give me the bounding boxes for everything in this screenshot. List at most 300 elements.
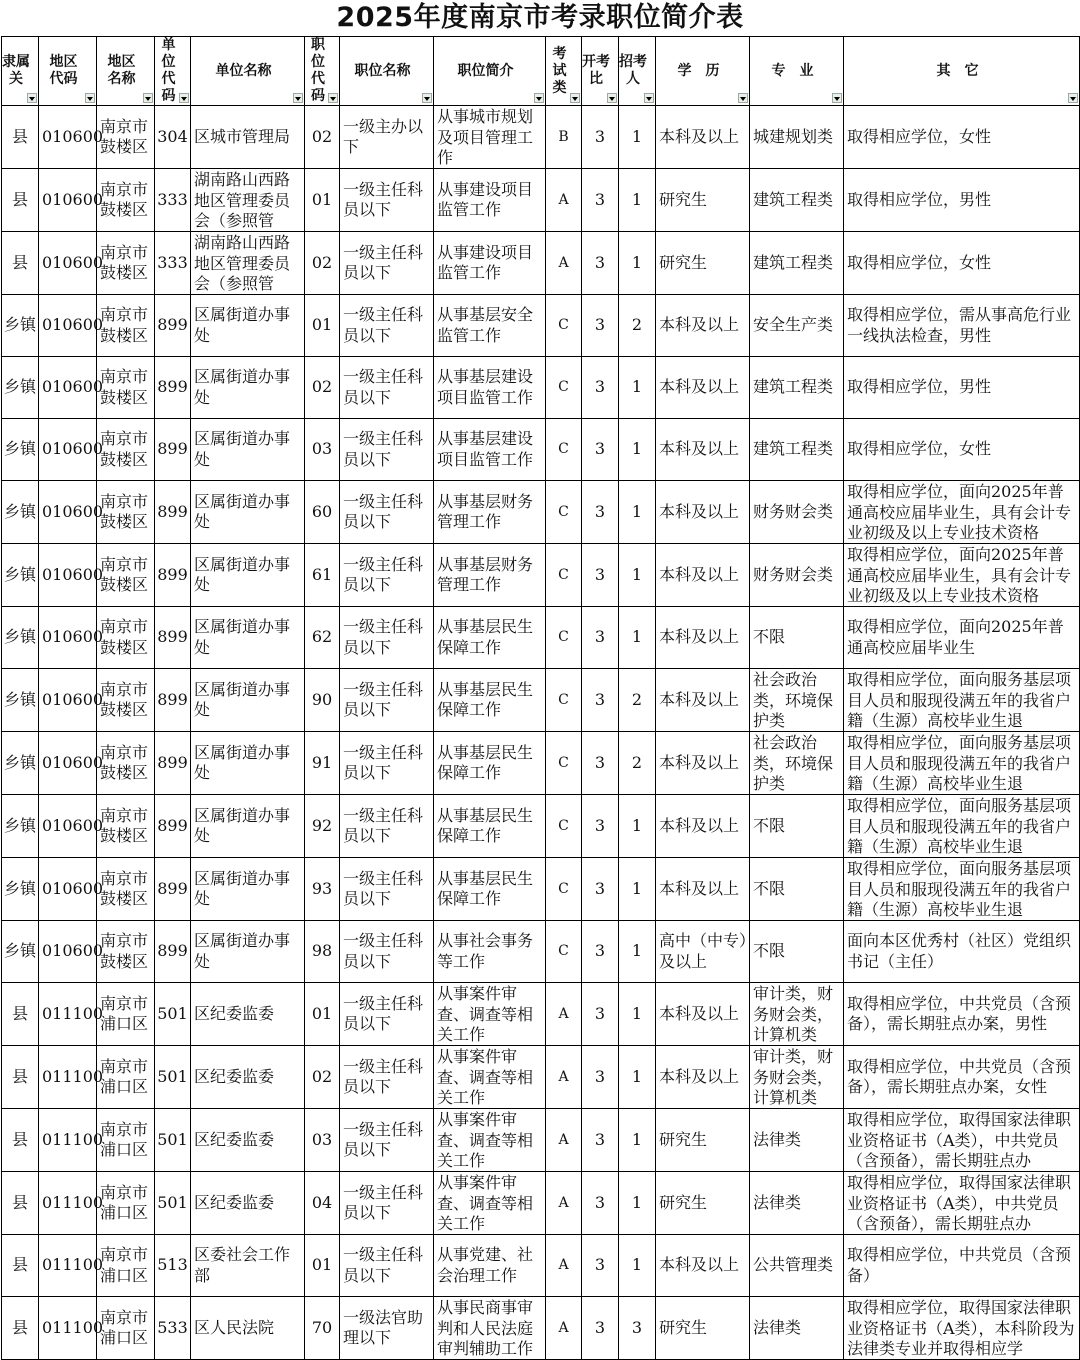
cell-region-name[interactable]: 南京市浦口区 (97, 1046, 155, 1109)
cell-exam-type[interactable]: C (546, 357, 582, 419)
table-row[interactable] (2, 1297, 1080, 1360)
cell-recruit-count[interactable]: 2 (619, 732, 656, 795)
cell-exam-ratio[interactable]: 3 (582, 732, 619, 795)
cell-other[interactable]: 取得相应学位，女性 (844, 106, 1080, 169)
cell-position-code[interactable]: 91 (305, 732, 340, 795)
cell-unit-code[interactable]: 899 (155, 419, 191, 481)
cell-position-code[interactable]: 92 (305, 795, 340, 858)
cell-exam-type[interactable]: C (546, 481, 582, 544)
cell-region-code[interactable]: 011100 (39, 1297, 97, 1360)
cell-position-code[interactable]: 01 (305, 983, 340, 1046)
cell-education[interactable]: 本科及以上 (656, 607, 750, 669)
cell-education[interactable]: 研究生 (656, 169, 750, 232)
cell-position-name[interactable]: 一级主任科员以下 (340, 795, 434, 858)
cell-major[interactable]: 建筑工程类 (750, 419, 844, 481)
cell-recruit-count[interactable]: 1 (619, 169, 656, 232)
cell-affiliation[interactable]: 县 (2, 1297, 39, 1360)
table-row[interactable] (2, 232, 1080, 295)
cell-exam-type[interactable]: A (546, 232, 582, 295)
cell-affiliation[interactable]: 乡镇 (2, 481, 39, 544)
cell-position-name[interactable]: 一级主任科员以下 (340, 669, 434, 732)
cell-region-code[interactable]: 010600 (39, 544, 97, 607)
cell-position-desc[interactable]: 从事民商事审判和人民法庭审判辅助工作 (434, 1297, 546, 1360)
cell-position-code[interactable]: 01 (305, 169, 340, 232)
cell-position-name[interactable]: 一级主任科员以下 (340, 544, 434, 607)
cell-unit-code[interactable]: 501 (155, 1109, 191, 1172)
cell-major[interactable]: 公共管理类 (750, 1235, 844, 1297)
cell-education[interactable]: 本科及以上 (656, 983, 750, 1046)
cell-exam-ratio[interactable]: 3 (582, 669, 619, 732)
table-row[interactable] (2, 1172, 1080, 1235)
cell-position-desc[interactable]: 从事基层民生保障工作 (434, 732, 546, 795)
cell-unit-code[interactable]: 899 (155, 858, 191, 921)
table-row[interactable] (2, 858, 1080, 921)
table-row[interactable] (2, 295, 1080, 357)
cell-position-name[interactable]: 一级主任科员以下 (340, 357, 434, 419)
cell-unit-name[interactable]: 区属街道办事处 (191, 419, 305, 481)
table-row[interactable] (2, 357, 1080, 419)
cell-unit-name[interactable]: 湖南路山西路地区管理委员会（参照管 (191, 232, 305, 295)
filter-dropdown-icon[interactable] (27, 93, 37, 103)
cell-education[interactable]: 本科及以上 (656, 481, 750, 544)
cell-other[interactable]: 取得相应学位，中共党员（含预备） (844, 1235, 1080, 1297)
cell-position-code[interactable]: 02 (305, 357, 340, 419)
filter-dropdown-icon[interactable] (607, 93, 617, 103)
cell-major[interactable]: 建筑工程类 (750, 357, 844, 419)
cell-unit-name[interactable]: 区纪委监委 (191, 1109, 305, 1172)
cell-exam-ratio[interactable]: 3 (582, 983, 619, 1046)
cell-other[interactable]: 取得相应学位，取得国家法律职业资格证书（A类），中共党员（含预备），需长期驻点办 (844, 1172, 1080, 1235)
cell-exam-type[interactable]: A (546, 1297, 582, 1360)
cell-position-desc[interactable]: 从事建设项目监管工作 (434, 232, 546, 295)
cell-affiliation[interactable]: 乡镇 (2, 732, 39, 795)
cell-exam-type[interactable]: C (546, 295, 582, 357)
cell-unit-code[interactable]: 533 (155, 1297, 191, 1360)
cell-education[interactable]: 本科及以上 (656, 295, 750, 357)
cell-exam-type[interactable]: C (546, 858, 582, 921)
cell-exam-type[interactable]: A (546, 1109, 582, 1172)
cell-region-code[interactable]: 010600 (39, 669, 97, 732)
cell-major[interactable]: 建筑工程类 (750, 232, 844, 295)
cell-position-name[interactable]: 一级主任科员以下 (340, 169, 434, 232)
cell-education[interactable]: 本科及以上 (656, 858, 750, 921)
cell-recruit-count[interactable]: 1 (619, 1046, 656, 1109)
cell-exam-ratio[interactable]: 3 (582, 858, 619, 921)
cell-major[interactable]: 不限 (750, 921, 844, 983)
cell-position-code[interactable]: 04 (305, 1172, 340, 1235)
cell-unit-name[interactable]: 区纪委监委 (191, 983, 305, 1046)
cell-region-code[interactable]: 010600 (39, 169, 97, 232)
cell-unit-code[interactable]: 899 (155, 295, 191, 357)
filter-dropdown-icon[interactable] (328, 93, 338, 103)
cell-education[interactable]: 研究生 (656, 1297, 750, 1360)
cell-recruit-count[interactable]: 1 (619, 232, 656, 295)
cell-position-code[interactable]: 02 (305, 106, 340, 169)
cell-exam-ratio[interactable]: 3 (582, 1109, 619, 1172)
cell-exam-ratio[interactable]: 3 (582, 1172, 619, 1235)
cell-major[interactable]: 不限 (750, 607, 844, 669)
table-row[interactable] (2, 1235, 1080, 1297)
cell-region-code[interactable]: 010600 (39, 481, 97, 544)
filter-dropdown-icon[interactable] (422, 93, 432, 103)
cell-position-desc[interactable]: 从事基层民生保障工作 (434, 669, 546, 732)
cell-position-name[interactable]: 一级主任科员以下 (340, 1235, 434, 1297)
cell-other[interactable]: 取得相应学位，面向服务基层项目人员和服现役满五年的我省户籍（生源）高校毕业生退 (844, 669, 1080, 732)
cell-unit-code[interactable]: 899 (155, 795, 191, 858)
cell-other[interactable]: 取得相应学位，中共党员（含预备），需长期驻点办案，男性 (844, 983, 1080, 1046)
cell-region-code[interactable]: 010600 (39, 419, 97, 481)
table-row[interactable] (2, 544, 1080, 607)
cell-other[interactable]: 取得相应学位，男性 (844, 169, 1080, 232)
cell-unit-code[interactable]: 333 (155, 169, 191, 232)
cell-position-desc[interactable]: 从事案件审查、调查等相关工作 (434, 1046, 546, 1109)
cell-position-desc[interactable]: 从事基层建设项目监管工作 (434, 419, 546, 481)
cell-exam-ratio[interactable]: 3 (582, 481, 619, 544)
cell-unit-name[interactable]: 区属街道办事处 (191, 481, 305, 544)
cell-major[interactable]: 法律类 (750, 1297, 844, 1360)
cell-unit-code[interactable]: 899 (155, 669, 191, 732)
cell-other[interactable]: 取得相应学位，面向2025年普通高校应届毕业生，具有会计专业初级及以上专业技术资格 (844, 544, 1080, 607)
cell-affiliation[interactable]: 乡镇 (2, 921, 39, 983)
cell-region-name[interactable]: 南京市浦口区 (97, 983, 155, 1046)
cell-position-code[interactable]: 03 (305, 1109, 340, 1172)
cell-other[interactable]: 取得相应学位，面向服务基层项目人员和服现役满五年的我省户籍（生源）高校毕业生退 (844, 732, 1080, 795)
cell-position-desc[interactable]: 从事城市规划及项目管理工作 (434, 106, 546, 169)
cell-position-name[interactable]: 一级主任科员以下 (340, 1109, 434, 1172)
cell-recruit-count[interactable]: 3 (619, 1297, 656, 1360)
cell-education[interactable]: 研究生 (656, 232, 750, 295)
cell-region-name[interactable]: 南京市鼓楼区 (97, 544, 155, 607)
cell-region-name[interactable]: 南京市鼓楼区 (97, 357, 155, 419)
cell-exam-ratio[interactable]: 3 (582, 419, 619, 481)
cell-region-code[interactable]: 011100 (39, 1109, 97, 1172)
cell-unit-code[interactable]: 899 (155, 921, 191, 983)
cell-region-code[interactable]: 010600 (39, 858, 97, 921)
cell-position-name[interactable]: 一级主任科员以下 (340, 921, 434, 983)
cell-unit-code[interactable]: 501 (155, 1172, 191, 1235)
cell-region-name[interactable]: 南京市鼓楼区 (97, 795, 155, 858)
cell-recruit-count[interactable]: 1 (619, 795, 656, 858)
cell-affiliation[interactable]: 县 (2, 232, 39, 295)
cell-education[interactable]: 本科及以上 (656, 1235, 750, 1297)
cell-position-name[interactable]: 一级主任科员以下 (340, 607, 434, 669)
cell-region-name[interactable]: 南京市鼓楼区 (97, 106, 155, 169)
cell-exam-type[interactable]: A (546, 983, 582, 1046)
cell-region-name[interactable]: 南京市鼓楼区 (97, 921, 155, 983)
cell-other[interactable]: 取得相应学位，需从事高危行业一线执法检查，男性 (844, 295, 1080, 357)
cell-major[interactable]: 安全生产类 (750, 295, 844, 357)
cell-position-desc[interactable]: 从事基层安全监管工作 (434, 295, 546, 357)
cell-other[interactable]: 取得相应学位，女性 (844, 232, 1080, 295)
cell-affiliation[interactable]: 乡镇 (2, 357, 39, 419)
cell-other[interactable]: 取得相应学位，取得国家法律职业资格证书（A类），本科阶段为法律类专业并取得相应学 (844, 1297, 1080, 1360)
cell-exam-type[interactable]: A (546, 1046, 582, 1109)
filter-dropdown-icon[interactable] (1068, 93, 1078, 103)
cell-exam-ratio[interactable]: 3 (582, 169, 619, 232)
cell-education[interactable]: 本科及以上 (656, 357, 750, 419)
cell-region-code[interactable]: 011100 (39, 1235, 97, 1297)
cell-major[interactable]: 建筑工程类 (750, 169, 844, 232)
cell-position-code[interactable]: 01 (305, 295, 340, 357)
cell-affiliation[interactable]: 县 (2, 1109, 39, 1172)
cell-position-code[interactable]: 90 (305, 669, 340, 732)
cell-unit-name[interactable]: 区属街道办事处 (191, 607, 305, 669)
cell-recruit-count[interactable]: 1 (619, 481, 656, 544)
cell-unit-code[interactable]: 899 (155, 607, 191, 669)
cell-unit-code[interactable]: 513 (155, 1235, 191, 1297)
cell-position-name[interactable]: 一级主任科员以下 (340, 1172, 434, 1235)
cell-affiliation[interactable]: 乡镇 (2, 669, 39, 732)
cell-region-code[interactable]: 010600 (39, 921, 97, 983)
cell-major[interactable]: 城建规划类 (750, 106, 844, 169)
cell-position-desc[interactable]: 从事基层财务管理工作 (434, 544, 546, 607)
cell-education[interactable]: 研究生 (656, 1109, 750, 1172)
cell-position-code[interactable]: 93 (305, 858, 340, 921)
cell-recruit-count[interactable]: 1 (619, 1235, 656, 1297)
cell-major[interactable]: 法律类 (750, 1109, 844, 1172)
cell-other[interactable]: 取得相应学位，取得国家法律职业资格证书（A类），中共党员（含预备），需长期驻点办 (844, 1109, 1080, 1172)
cell-affiliation[interactable]: 县 (2, 983, 39, 1046)
table-row[interactable] (2, 983, 1080, 1046)
cell-unit-name[interactable]: 区纪委监委 (191, 1046, 305, 1109)
cell-region-name[interactable]: 南京市鼓楼区 (97, 732, 155, 795)
cell-region-name[interactable]: 南京市鼓楼区 (97, 607, 155, 669)
filter-dropdown-icon[interactable] (179, 93, 189, 103)
cell-affiliation[interactable]: 县 (2, 1046, 39, 1109)
cell-unit-name[interactable]: 区属街道办事处 (191, 295, 305, 357)
cell-unit-code[interactable]: 333 (155, 232, 191, 295)
cell-region-code[interactable]: 011100 (39, 1046, 97, 1109)
cell-major[interactable]: 财务财会类 (750, 544, 844, 607)
cell-position-name[interactable]: 一级主任科员以下 (340, 232, 434, 295)
cell-recruit-count[interactable]: 1 (619, 1172, 656, 1235)
cell-exam-ratio[interactable]: 3 (582, 921, 619, 983)
filter-dropdown-icon[interactable] (293, 93, 303, 103)
cell-position-desc[interactable]: 从事基层民生保障工作 (434, 607, 546, 669)
cell-position-desc[interactable]: 从事基层民生保障工作 (434, 858, 546, 921)
cell-recruit-count[interactable]: 1 (619, 858, 656, 921)
cell-position-code[interactable]: 62 (305, 607, 340, 669)
cell-affiliation[interactable]: 县 (2, 1235, 39, 1297)
cell-exam-ratio[interactable]: 3 (582, 295, 619, 357)
cell-major[interactable]: 不限 (750, 858, 844, 921)
cell-region-name[interactable]: 南京市浦口区 (97, 1235, 155, 1297)
cell-region-code[interactable]: 010600 (39, 795, 97, 858)
cell-other[interactable]: 取得相应学位，男性 (844, 357, 1080, 419)
cell-position-desc[interactable]: 从事案件审查、调查等相关工作 (434, 983, 546, 1046)
cell-region-name[interactable]: 南京市鼓楼区 (97, 295, 155, 357)
cell-position-name[interactable]: 一级主办以下 (340, 106, 434, 169)
cell-region-code[interactable]: 011100 (39, 1172, 97, 1235)
cell-recruit-count[interactable]: 1 (619, 1109, 656, 1172)
filter-dropdown-icon[interactable] (644, 93, 654, 103)
cell-exam-type[interactable]: B (546, 106, 582, 169)
cell-exam-type[interactable]: C (546, 921, 582, 983)
cell-education[interactable]: 研究生 (656, 1172, 750, 1235)
cell-position-name[interactable]: 一级主任科员以下 (340, 983, 434, 1046)
cell-recruit-count[interactable]: 1 (619, 357, 656, 419)
cell-unit-name[interactable]: 区纪委监委 (191, 1172, 305, 1235)
cell-affiliation[interactable]: 县 (2, 169, 39, 232)
cell-position-desc[interactable]: 从事案件审查、调查等相关工作 (434, 1109, 546, 1172)
table-row[interactable] (2, 1046, 1080, 1109)
cell-position-code[interactable]: 02 (305, 232, 340, 295)
cell-region-code[interactable]: 010600 (39, 232, 97, 295)
cell-position-code[interactable]: 61 (305, 544, 340, 607)
cell-recruit-count[interactable]: 1 (619, 544, 656, 607)
cell-unit-name[interactable]: 区属街道办事处 (191, 544, 305, 607)
cell-region-name[interactable]: 南京市鼓楼区 (97, 169, 155, 232)
cell-recruit-count[interactable]: 1 (619, 419, 656, 481)
cell-major[interactable]: 社会政治类，环境保护类 (750, 669, 844, 732)
cell-affiliation[interactable]: 县 (2, 106, 39, 169)
cell-education[interactable]: 本科及以上 (656, 544, 750, 607)
cell-exam-type[interactable]: A (546, 169, 582, 232)
cell-unit-code[interactable]: 501 (155, 983, 191, 1046)
cell-exam-type[interactable]: C (546, 607, 582, 669)
cell-major[interactable]: 不限 (750, 795, 844, 858)
cell-recruit-count[interactable]: 2 (619, 295, 656, 357)
cell-education[interactable]: 本科及以上 (656, 106, 750, 169)
cell-unit-code[interactable]: 899 (155, 544, 191, 607)
cell-position-name[interactable]: 一级主任科员以下 (340, 732, 434, 795)
cell-position-code[interactable]: 98 (305, 921, 340, 983)
cell-other[interactable]: 取得相应学位，面向2025年普通高校应届毕业生 (844, 607, 1080, 669)
filter-dropdown-icon[interactable] (570, 93, 580, 103)
cell-affiliation[interactable]: 县 (2, 1172, 39, 1235)
cell-position-desc[interactable]: 从事党建、社会治理工作 (434, 1235, 546, 1297)
cell-affiliation[interactable]: 乡镇 (2, 858, 39, 921)
cell-position-name[interactable]: 一级主任科员以下 (340, 481, 434, 544)
cell-education[interactable]: 本科及以上 (656, 732, 750, 795)
cell-unit-code[interactable]: 899 (155, 357, 191, 419)
cell-unit-name[interactable]: 区属街道办事处 (191, 357, 305, 419)
cell-exam-ratio[interactable]: 3 (582, 1235, 619, 1297)
cell-affiliation[interactable]: 乡镇 (2, 295, 39, 357)
cell-position-code[interactable]: 70 (305, 1297, 340, 1360)
cell-position-desc[interactable]: 从事建设项目监管工作 (434, 169, 546, 232)
cell-exam-ratio[interactable]: 3 (582, 357, 619, 419)
cell-affiliation[interactable]: 乡镇 (2, 419, 39, 481)
cell-region-name[interactable]: 南京市鼓楼区 (97, 669, 155, 732)
filter-dropdown-icon[interactable] (738, 93, 748, 103)
cell-exam-ratio[interactable]: 3 (582, 1046, 619, 1109)
cell-recruit-count[interactable]: 1 (619, 983, 656, 1046)
cell-unit-code[interactable]: 899 (155, 732, 191, 795)
table-row[interactable] (2, 795, 1080, 858)
cell-region-name[interactable]: 南京市浦口区 (97, 1109, 155, 1172)
filter-dropdown-icon[interactable] (85, 93, 95, 103)
cell-exam-type[interactable]: A (546, 1235, 582, 1297)
cell-position-name[interactable]: 一级主任科员以下 (340, 295, 434, 357)
table-row[interactable] (2, 607, 1080, 669)
cell-recruit-count[interactable]: 1 (619, 921, 656, 983)
cell-exam-ratio[interactable]: 3 (582, 607, 619, 669)
cell-unit-name[interactable]: 湖南路山西路地区管理委员会（参照管 (191, 169, 305, 232)
cell-region-name[interactable]: 南京市鼓楼区 (97, 419, 155, 481)
cell-affiliation[interactable]: 乡镇 (2, 607, 39, 669)
cell-exam-type[interactable]: A (546, 1172, 582, 1235)
filter-dropdown-icon[interactable] (534, 93, 544, 103)
cell-region-name[interactable]: 南京市鼓楼区 (97, 232, 155, 295)
cell-exam-ratio[interactable]: 3 (582, 544, 619, 607)
cell-position-code[interactable]: 02 (305, 1046, 340, 1109)
cell-position-desc[interactable]: 从事案件审查、调查等相关工作 (434, 1172, 546, 1235)
cell-other[interactable]: 取得相应学位，面向2025年普通高校应届毕业生，具有会计专业初级及以上专业技术资格 (844, 481, 1080, 544)
table-row[interactable] (2, 669, 1080, 732)
cell-region-code[interactable]: 010600 (39, 357, 97, 419)
cell-recruit-count[interactable]: 1 (619, 106, 656, 169)
table-row[interactable] (2, 481, 1080, 544)
cell-position-name[interactable]: 一级法官助理以下 (340, 1297, 434, 1360)
cell-major[interactable]: 财务财会类 (750, 481, 844, 544)
cell-exam-ratio[interactable]: 3 (582, 795, 619, 858)
cell-position-code[interactable]: 60 (305, 481, 340, 544)
cell-major[interactable]: 社会政治类，环境保护类 (750, 732, 844, 795)
cell-position-desc[interactable]: 从事基层民生保障工作 (434, 795, 546, 858)
cell-major[interactable]: 审计类，财务财会类，计算机类 (750, 1046, 844, 1109)
cell-education[interactable]: 本科及以上 (656, 669, 750, 732)
cell-unit-name[interactable]: 区属街道办事处 (191, 858, 305, 921)
filter-dropdown-icon[interactable] (832, 93, 842, 103)
cell-region-name[interactable]: 南京市鼓楼区 (97, 858, 155, 921)
cell-unit-name[interactable]: 区城市管理局 (191, 106, 305, 169)
cell-other[interactable]: 取得相应学位，中共党员（含预备），需长期驻点办案，女性 (844, 1046, 1080, 1109)
cell-region-name[interactable]: 南京市浦口区 (97, 1297, 155, 1360)
cell-unit-code[interactable]: 501 (155, 1046, 191, 1109)
cell-position-code[interactable]: 03 (305, 419, 340, 481)
cell-region-code[interactable]: 011100 (39, 983, 97, 1046)
cell-other[interactable]: 面向本区优秀村（社区）党组织书记（主任） (844, 921, 1080, 983)
cell-unit-name[interactable]: 区委社会工作部 (191, 1235, 305, 1297)
cell-unit-code[interactable]: 899 (155, 481, 191, 544)
cell-position-code[interactable]: 01 (305, 1235, 340, 1297)
cell-recruit-count[interactable]: 1 (619, 607, 656, 669)
cell-affiliation[interactable]: 乡镇 (2, 544, 39, 607)
cell-region-name[interactable]: 南京市鼓楼区 (97, 481, 155, 544)
cell-education[interactable]: 高中（中专）及以上 (656, 921, 750, 983)
cell-region-name[interactable]: 南京市浦口区 (97, 1172, 155, 1235)
cell-exam-ratio[interactable]: 3 (582, 106, 619, 169)
table-row[interactable] (2, 921, 1080, 983)
cell-education[interactable]: 本科及以上 (656, 1046, 750, 1109)
cell-position-name[interactable]: 一级主任科员以下 (340, 419, 434, 481)
cell-education[interactable]: 本科及以上 (656, 419, 750, 481)
cell-major[interactable]: 审计类，财务财会类，计算机类 (750, 983, 844, 1046)
table-row[interactable] (2, 732, 1080, 795)
cell-region-code[interactable]: 010600 (39, 607, 97, 669)
table-row[interactable] (2, 1109, 1080, 1172)
cell-exam-ratio[interactable]: 3 (582, 232, 619, 295)
cell-other[interactable]: 取得相应学位，面向服务基层项目人员和服现役满五年的我省户籍（生源）高校毕业生退 (844, 858, 1080, 921)
cell-unit-name[interactable]: 区属街道办事处 (191, 669, 305, 732)
filter-dropdown-icon[interactable] (143, 93, 153, 103)
table-row[interactable] (2, 419, 1080, 481)
cell-unit-name[interactable]: 区属街道办事处 (191, 732, 305, 795)
cell-exam-type[interactable]: C (546, 795, 582, 858)
cell-unit-name[interactable]: 区属街道办事处 (191, 921, 305, 983)
cell-position-desc[interactable]: 从事基层财务管理工作 (434, 481, 546, 544)
cell-region-code[interactable]: 010600 (39, 106, 97, 169)
cell-exam-type[interactable]: C (546, 544, 582, 607)
cell-exam-type[interactable]: C (546, 419, 582, 481)
cell-unit-name[interactable]: 区属街道办事处 (191, 795, 305, 858)
cell-position-name[interactable]: 一级主任科员以下 (340, 1046, 434, 1109)
cell-affiliation[interactable]: 乡镇 (2, 795, 39, 858)
cell-region-code[interactable]: 010600 (39, 295, 97, 357)
cell-exam-type[interactable]: C (546, 669, 582, 732)
cell-position-desc[interactable]: 从事基层建设项目监管工作 (434, 357, 546, 419)
